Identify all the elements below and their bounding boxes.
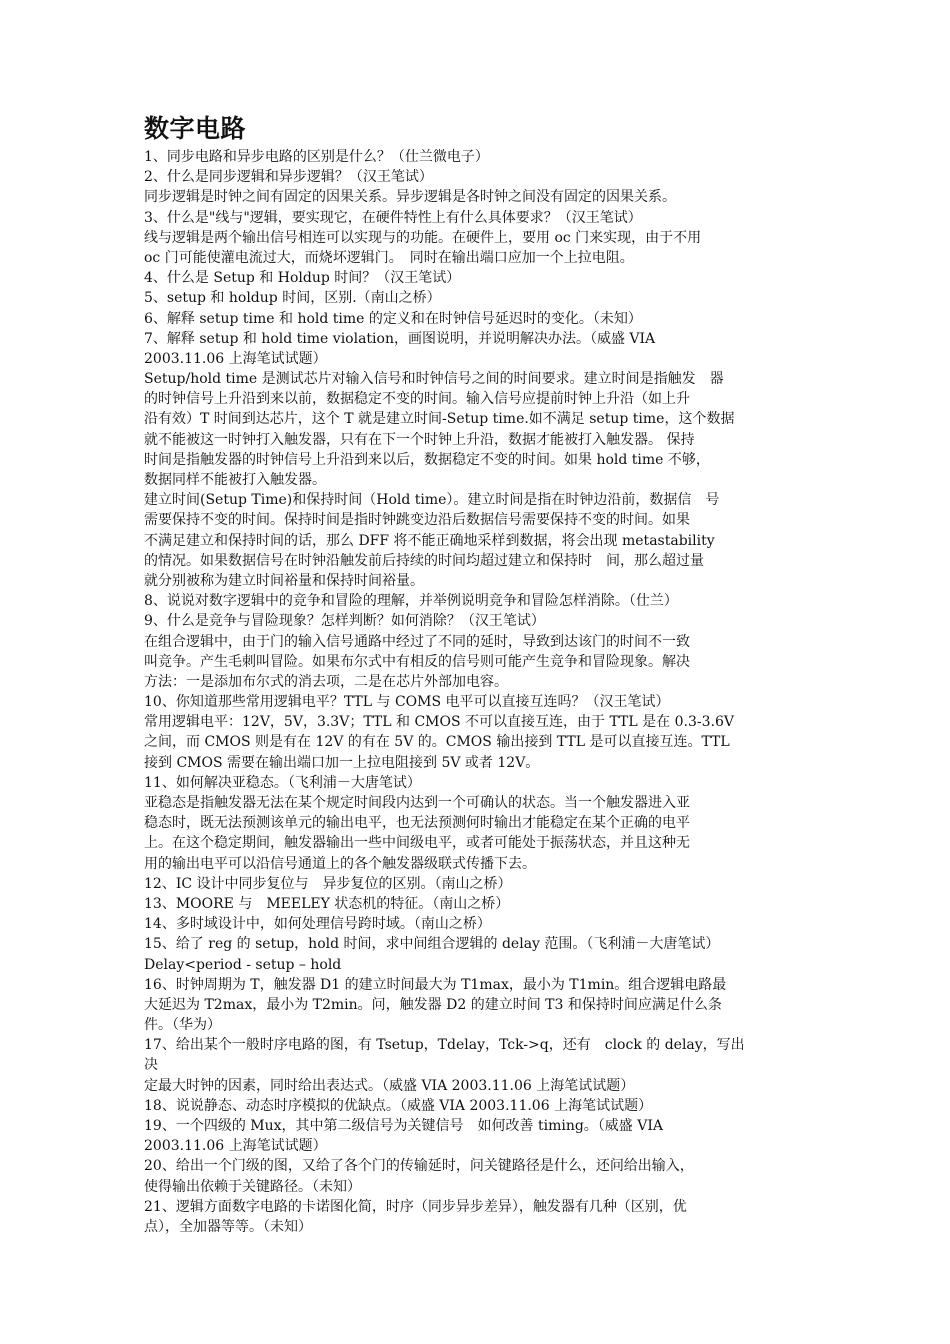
document-title: 数字电路 [144,114,247,143]
text-line: Delay<period - setup – hold [144,956,342,973]
text-line: 11、如何解决亚稳态。（飞利浦－大唐笔试） [144,774,421,791]
text-line: 13、MOORE 与 MEELEY 状态机的特征。（南山之桥） [144,895,510,912]
text-line: 接到 CMOS 需要在输出端口加一上拉电阻接到 5V 或者 12V。 [144,754,540,771]
text-line: 数据同样不能被打入触发器。 [144,472,326,488]
text-line: 定最大时钟的因素，同时给出表达式。（威盛 VIA 2003.11.06 上海笔试试题） [144,1077,635,1094]
text-line: 2、什么是同步逻辑和异步逻辑？（汉王笔试） [144,169,433,186]
text-line: 1、同步电路和异步电路的区别是什么？（仕兰微电子） [144,149,489,165]
text-line: 19、一个四级的 Mux，其中第二级信号为关键信号 如何改善 timing。（威盛 VIA [144,1118,663,1134]
text-line: 点），全加器等等。（未知） [144,1218,312,1235]
text-line: 时间是指触发器的时钟信号上升沿到来以后，数据稳定不变的时间。如果 hold time 不够， [144,451,710,468]
text-line: 亚稳态是指触发器无法在某个规定时间段内达到一个可确认的状态。当一个触发器进入亚 [144,795,690,811]
text-line: 12、IC 设计中同步复位与 异步复位的区别。（南山之桥） [144,875,512,892]
text-line: 21、逻辑方面数字电路的卡诺图化简，时序（同步异步差异），触发器有几种（区别，优 [144,1198,687,1215]
text-line: 需要保持不变的时间。保持时间是指时钟跳变边沿后数据信号需要保持不变的时间。如果 [144,512,690,529]
text-line: 7、解释 setup 和 hold time violation，画图说明，并说明解决办法。（威盛 VIA [144,330,656,347]
text-line: 常用逻辑电平：12V，5V，3.3V；TTL 和 CMOS 不可以直接互连，由于 TTL 是在 0.3-3.6V [144,714,734,731]
text-line: 8、说说对数字逻辑中的竞争和冒险的理解，并举例说明竞争和冒险怎样消除。（仕兰） [144,593,678,610]
text-line: 3、什么是"线与"逻辑，要实现它，在硬件特性上有什么具体要求？（汉王笔试） [144,209,642,226]
text-line: 叫竞争。产生毛刺叫冒险。如果布尔式中有相反的信号则可能产生竞争和冒险现象。解决 [144,653,690,670]
text-line: 使得输出依赖于关键路径。（未知） [144,1178,361,1195]
text-line: 的时钟信号上升沿到来以前，数据稳定不变的时间。输入信号应提前时钟上升沿（如上升 [144,391,690,408]
text-line: 用的输出电平可以沿信号通道上的各个触发器级联式传播下去。 [144,855,536,872]
text-line: 4、什么是 Setup 和 Holdup 时间？（汉王笔试） [144,270,461,287]
text-line: 件。（华为） [144,1017,221,1034]
text-line: 18、说说静态、动态时序模拟的优缺点。（威盛 VIA 2003.11.06 上海笔试试题） [144,1097,653,1114]
text-line: 5、setup 和 holdup 时间，区别.（南山之桥） [144,290,441,307]
text-line: 2003.11.06 上海笔试试题） [144,350,327,367]
text-line: 决 [144,1057,158,1074]
text-line: 9、什么是竞争与冒险现象？怎样判断？如何消除？（汉王笔试） [144,613,545,630]
text-line: 不满足建立和保持时间的话，那么 DFF 将不能正确地采样到数据，将会出现 metastability [144,532,715,549]
text-line: 在组合逻辑中，由于门的输入信号通路中经过了不同的延时，导致到达该门的时间不一致 [144,633,690,650]
text-line: 的情况。如果数据信号在时钟沿触发前后持续的时间均超过建立和保持时 间，那么超过量 [144,552,704,569]
text-line: 2003.11.06 上海笔试试题） [144,1138,327,1155]
text-line: oc 门可能使灌电流过大，而烧坏逻辑门。 同时在输出端口应加一个上拉电阻。 [144,249,634,266]
document-body [144,147,808,1237]
text-line: 之间，而 CMOS 则是有在 12V 的有在 5V 的。CMOS 输出接到 TTL 是可以直接互连。TTL [144,734,730,751]
text-line: 方法：一是添加布尔式的消去项，二是在芯片外部加电容。 [144,673,508,690]
text-line: 14、多时域设计中，如何处理信号跨时域。（南山之桥） [144,916,491,933]
text-line: 上。在这个稳定期间，触发器输出一些中间级电平，或者可能处于振荡状态，并且这种无 [144,835,690,852]
text-line: 线与逻辑是两个输出信号相连可以实现与的功能。在硬件上，要用 oc 门来实现，由于不用 [144,229,702,246]
text-line: 20、给出一个门级的图，又给了各个门的传输延时，问关键路径是什么，还问给出输入， [144,1158,694,1175]
text-line: 就分别被称为建立时间裕量和保持时间裕量。 [144,572,424,589]
text-line: 15、给了 reg 的 setup，hold 时间，求中间组合逻辑的 delay 范围。（飞利浦－大唐笔试） [144,936,720,953]
text-line: 就不能被这一时钟打入触发器，只有在下一个时钟上升沿，数据才能被打入触发器。 保持 [144,431,695,448]
document-page [144,112,808,1237]
text-line: 16、时钟周期为 T，触发器 D1 的建立时间最大为 T1max，最小为 T1min。组合逻辑电路最 [144,976,727,993]
text-line: 10、你知道那些常用逻辑电平？TTL 与 COMS 电平可以直接互连吗？（汉王笔试） [144,694,670,711]
text-line: 6、解释 setup time 和 hold time 的定义和在时钟信号延迟时的变化。（未知） [144,310,642,327]
text-line: 沿有效）T 时间到达芯片，这个 T 就是建立时间-Setup time.如不满足 setup time，这个数据 [144,411,735,428]
text-line: 稳态时，既无法预测该单元的输出电平，也无法预测何时输出才能稳定在某个正确的电平 [144,815,690,832]
text-line: 同步逻辑是时钟之间有固定的因果关系。异步逻辑是各时钟之间没有固定的因果关系。 [144,189,676,206]
text-line: 大延迟为 T2max，最小为 T2min。问，触发器 D2 的建立时间 T3 和保持时间应满足什么条 [144,996,722,1013]
text-line: 17、给出某个一般时序电路的图，有 Tsetup，Tdelay，Tck->q，还有 clock 的 delay，写出 [144,1037,745,1054]
text-line: 建立时间(Setup Time)和保持时间（Hold time）。建立时间是指在时钟边沿前，数据信 号 [144,492,720,509]
text-line: Setup/hold time 是测试芯片对输入信号和时钟信号之间的时间要求。建立时间是指触发 器 [144,371,724,388]
